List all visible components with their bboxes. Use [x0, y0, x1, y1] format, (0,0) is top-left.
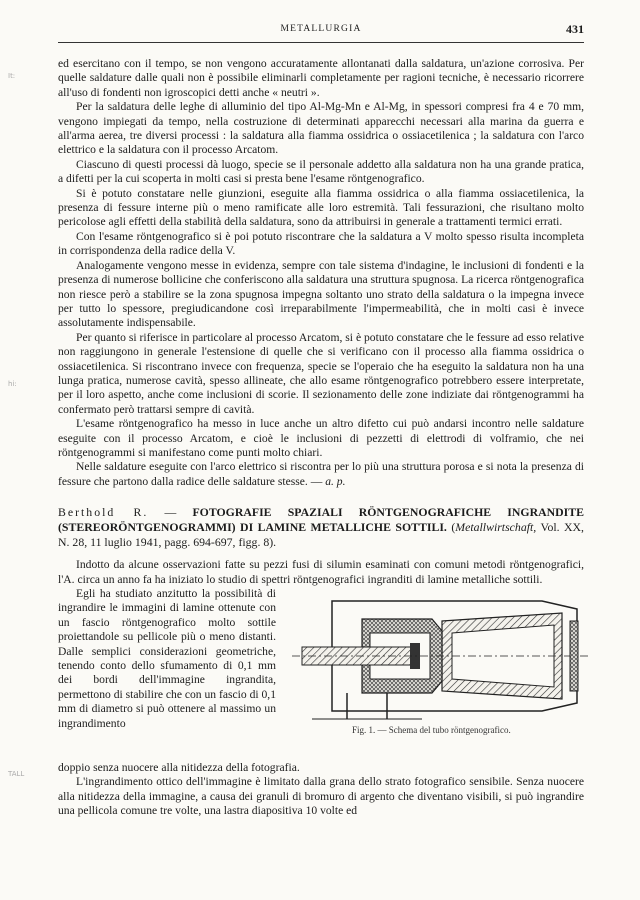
screen	[570, 621, 578, 691]
paragraph: Analogamente vengono messe in evidenza, sempre con tale sistema d'indagine, le inclusioni di fondenti e la presenza di numerose bollicine che conferiscono alla saldatura una struttura spugnosa. La ricerca röntgenografica non riesce però a stabilire se la zona spugnosa impegna soltanto uno strato della saldatura o la impegna invece per tutto lo spessore, pregiudicandone così irreparabilmente l'impermeabilità, che in molti casi è invece assolutamente indispensabile.	[58, 258, 585, 330]
paragraph: L'esame röntgenografico ha messo in luce anche un altro difetto cui può andarsi incontro nelle saldature eseguite con il processo Arcatom, e cioè le inclusioni di pezzetti di elettrodi di volframio, che nei röntgenogrammi si manifestano come punti molto chiari.	[58, 417, 584, 459]
page-number: 431	[566, 22, 584, 36]
continuation: doppio senza nuocere alla nitidezza della fotografia.	[58, 761, 300, 774]
heading-dash: —	[164, 505, 177, 520]
text-column	[58, 57, 584, 819]
running-title: METALLURGIA	[280, 24, 362, 34]
side-paragraph: Egli ha studiato anzitutto la possibilità di ingrandire le immagini di lamine ottenute con un fascio röntgenografico molto sottile proiettandole su pellicole più o meno distanti. Dalle semplici considerazioni geometriche, tenendo conto dello sfumamento di 0,1 mm dei bordi dell'immagine ingrandita, permettono di stabilire che con un fascio di 0,1 mm di diametro si può ottenere al massimo un ingrandimento	[58, 587, 276, 730]
journal-name: Metallwirtschaft,	[455, 520, 537, 535]
article-last-paragraph: L'ingrandimento ottico dell'immagine è limitato dalla grana dello strato fotografico sensibile. Senza nuocere alla nitidezza della immagine, a causa dei granuli di bromuro di argento che diventano visibili, si può ingrandire una pellicola comune tre volte, una lastra diapositiva 10 volte ed	[58, 775, 584, 818]
xray-tube-diagram	[292, 591, 592, 721]
paragraph: Con l'esame röntgenografico si è poi potuto riscontrare che la saldatura a V molto spesso risulta incompleta in corrispondenza della radice della V.	[58, 229, 584, 258]
paragraph: Per la saldatura delle leghe di alluminio del tipo Al-Mg-Mn e Al-Mg, in spessori compresi fra 4 e 70 mm, vengono impiegati da tempo, nella costruzione di determinati apparecchi necessari alla marina da guerra e all'arma aerea, tre diversi processi : la saldatura alla fiamma ossidrica o ossiacetilenica ; la saldatura con l'arco elettrico e la saldatura con il processo Arcatom.	[58, 100, 584, 157]
article-intro: Indotto da alcune osservazioni fatte su pezzi fusi di silumin esaminati con comuni metodi röntgenografici, l'A. circa un anno fa ha iniziato lo studio di spettri röntgenografici ingranditi di lamine metalliche sottili.	[58, 558, 584, 586]
paragraph-last	[58, 460, 584, 489]
text-and-figure	[58, 587, 584, 761]
citation: Vol. XX, N. 28, 11 luglio 1941, pagg. 694-697, figg. 8).	[58, 520, 585, 550]
margin-note: hi:	[8, 380, 17, 388]
article-author: Berthold R.	[58, 505, 149, 520]
paragraph: Per quanto si riferisce in particolare al processo Arcatom, si è potuto constatare che le fessure ad esso relative non raggiungono in generale l'estensione di quelle che si verificano con il processo alla fiamma ossidrica o ossiacetilenica. Si riscontrano invece con frequenza, specie se l'operaio che ha eseguito la saldatura non ha una lunga pratica, numerose cavità, spesso allineate, che allo esame röntgenografico potrebbero essere interpretate, per il loro aspetto, anche come inclusioni di scorie. Il sezionamento delle zone indiziate dai röntgenogrammi ha confermato però trattarsi sempre di cavità.	[58, 330, 584, 416]
margin-note: TALL	[8, 770, 25, 778]
paragraph: ed esercitano con il tempo, se non vengono accuratamente allontanati dalla saldatura, un'azione corrosiva. Per quelle saldature dalle quali non è possibile eliminarli completamente per ragioni tecniche, è necessario ricorrere all'uso di fondenti non igroscopici detti anche « neutri ».	[58, 57, 584, 99]
article-heading	[58, 505, 584, 550]
article-title: FOTOGRAFIE SPAZIALI RÖNTGENOGRAFICHE INGRANDITE (STEREORÖNTGENOGRAMMI) DI LAMINE METALLICHE SOTTILI.	[58, 505, 585, 535]
paragraph: Si è potuto constatare nelle giunzioni, eseguite alla fiamma ossidrica o alla fiamma ossiacetilenica, la presenza di fessure interne più o meno ramificate alle loro estremità. Tali fessurazioni, che risultano molto pericolose agli effetti della stabilità della saldatura, sono da attribuirsi in generale a trattamenti termici errati.	[58, 186, 584, 229]
author-signature: a. p.	[325, 474, 346, 488]
paragraph-text: Nelle saldature eseguite con l'arco elettrico si riscontra per lo più una struttura porosa e si nota la presenza di fessure che partono dalla radice delle saldature stesse. —	[58, 460, 584, 488]
open-paren: (	[451, 520, 456, 535]
paragraph: Ciascuno di questi processi dà luogo, specie se il personale addetto alla saldatura non ha una grande pratica, a difetti per la cui scoperta in molti casi si presta bene l'esame röntgenografico.	[58, 157, 584, 186]
figure-caption: Fig. 1. — Schema del tubo röntgenografico.	[352, 725, 511, 735]
margin-note: It:	[8, 72, 16, 80]
figure-xray-tube	[292, 587, 592, 761]
running-header	[58, 22, 584, 43]
article-body	[58, 558, 584, 818]
